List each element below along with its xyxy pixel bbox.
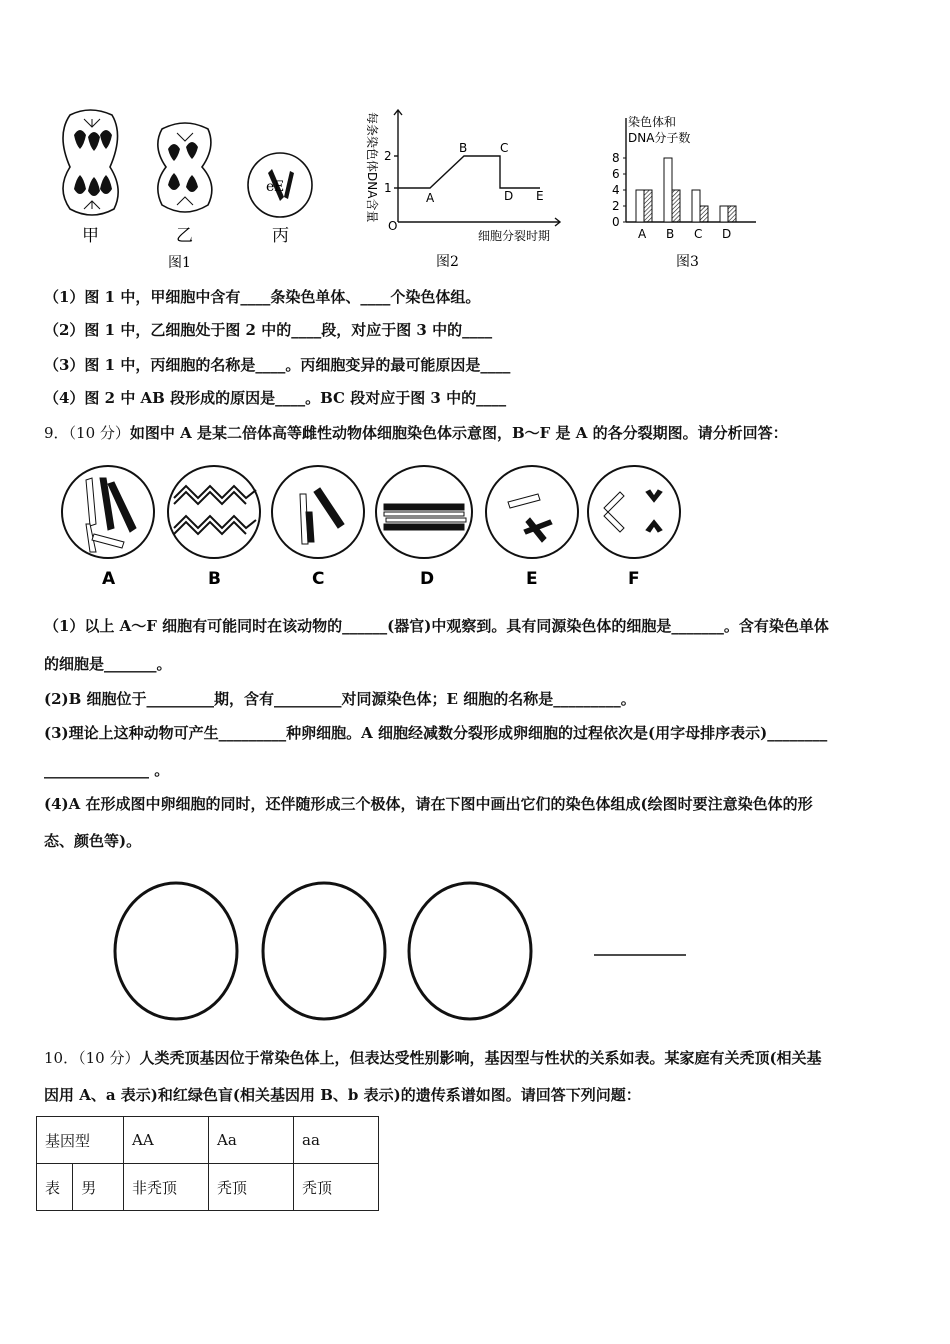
fig3-ytick-label: 0 [612, 215, 620, 229]
fig3-bar-A-chromosome [636, 190, 644, 222]
cell-F [588, 466, 680, 558]
fig2-ylabel: 每条染色体DNA含量 [365, 112, 379, 223]
fig2-point-C: C [500, 141, 509, 155]
cell-label-D: D [420, 569, 435, 588]
polar-body-circle-2 [263, 883, 385, 1019]
fig3-category-label: C [694, 227, 703, 241]
label-bing: 丙 [272, 226, 289, 246]
q8-item-3: （3）图 1 中，丙细胞的名称是____。丙细胞变异的最可能原因是____ [44, 356, 511, 374]
table-cell-Aa-male: 秃顶 [209, 1164, 294, 1211]
fig2-xlabel: 细胞分裂时期 [478, 229, 551, 243]
fig2-point-B: B [459, 141, 468, 155]
q10-line2: 因用 A、a 表示)和红绿色盲(相关基因用 B、b 表示)的遗传系谱如图。请回答下列问题： [44, 1086, 641, 1104]
q9-part3-line1: (3)理论上这种动物可产生_________种卵细胞。A 细胞经减数分裂形成卵细胞的过程依次是(用字母排序表示)________ [44, 724, 828, 742]
genotype-table [36, 1116, 379, 1211]
table-cell-aa-male: 秃顶 [294, 1164, 379, 1211]
q10-line1 [44, 1048, 822, 1068]
caption-fig2: 图2 [436, 254, 459, 270]
fig3-ytick-label: 8 [612, 151, 620, 165]
q9-stem: 如图中 A 是某二倍体高等雌性动物体细胞染色体示意图，B～F 是 A 的各分裂期图。请分析回答： [129, 424, 788, 442]
fig3-bar-B-chromosome [664, 158, 672, 222]
q8-item-2: （2）图 1 中，乙细胞处于图 2 中的____段，对应于图 3 中的____ [44, 321, 493, 339]
table-cell-AA-male: 非秃顶 [124, 1164, 209, 1211]
table-row [37, 1117, 379, 1164]
cell-E [486, 466, 578, 558]
cell-label-A: A [102, 569, 116, 588]
q9-part1-line2: 的细胞是_______。 [44, 655, 172, 673]
figure-1 [40, 105, 330, 275]
fig3-ytick-label: 4 [612, 183, 620, 197]
fig3-ytick-label: 6 [612, 167, 620, 181]
polar-body-circle-1 [115, 883, 237, 1019]
fig2-point-D: D [504, 189, 514, 203]
fig3-bar-C-chromosome [692, 190, 700, 222]
fig3-bar-D-chromosome [720, 206, 728, 222]
fig3-bar-D-dna [728, 206, 736, 222]
q10-score: （10 分） [78, 1049, 140, 1067]
q9-part2: (2)B 细胞位于_________期，含有_________对同源染色体；E 细胞的名称是_________。 [44, 690, 636, 708]
fig3-category-label: B [666, 227, 675, 241]
q9-part4-line2: 态、颜色等)。 [44, 832, 142, 850]
table-cell-male: 男 [73, 1164, 124, 1211]
cell-label-F: F [628, 569, 640, 588]
fig3-legend-line1: 染色体和 [628, 115, 677, 129]
fig2-origin: O [388, 219, 398, 233]
cell-label-E: E [526, 569, 538, 588]
cell-label-C: C [312, 569, 325, 588]
q9-number: 9． [44, 424, 69, 442]
fig3-bar-C-dna [700, 206, 708, 222]
q9-part4-line1: (4)A 在形成图中卵细胞的同时，还伴随形成三个极体，请在下图中画出它们的染色体组成(绘图时要注意染色体的形 [44, 795, 813, 813]
table-cell-phenotype: 表 [37, 1164, 73, 1211]
fig3-category-label: D [722, 227, 732, 241]
label-yi: 乙 [176, 226, 193, 246]
fig2-point-A: A [426, 191, 435, 205]
answer-drawing-area[interactable] [108, 878, 698, 1028]
fig3-legend-line2: DNA分子数 [628, 131, 691, 145]
fig3-bar-A-dna [644, 190, 652, 222]
fig3-ytick-label: 2 [612, 199, 620, 213]
q10-number: 10． [44, 1049, 79, 1067]
fig2-ytick-1: 1 [384, 181, 392, 195]
cell-label-B: B [208, 569, 221, 588]
table-header-Aa: Aa [209, 1117, 294, 1164]
fig3-bar-B-dna [672, 190, 680, 222]
fig3-category-label: A [638, 227, 647, 241]
cell-yi-outline [158, 123, 212, 212]
cell-mark-E: E [274, 179, 285, 195]
caption-fig3: 图3 [676, 254, 699, 270]
fig2-point-E: E [536, 189, 544, 203]
q8-item-4: （4）图 2 中 AB 段形成的原因是____。BC 段对应于图 3 中的____ [44, 389, 507, 407]
q10-text-1: 人类秃顶基因位于常染色体上，但表达受性别影响，基因型与性状的关系如表。某家庭有关秃顶(相关基 [139, 1049, 822, 1067]
table-header-genotype: 基因型 [37, 1117, 124, 1164]
figure-2 [360, 100, 580, 272]
cell-mark-e: e [266, 179, 275, 195]
q9-stem-line [44, 423, 788, 443]
fig2-ytick-2: 2 [384, 149, 392, 163]
q8-item-1: （1）图 1 中，甲细胞中含有____条染色单体、____个染色体组。 [44, 288, 481, 306]
label-jia: 甲 [82, 226, 99, 246]
q9-score: （10 分） [68, 424, 130, 442]
q9-cell-figures [56, 464, 688, 588]
polar-body-circle-3 [409, 883, 531, 1019]
dna-content-line [398, 156, 540, 188]
table-row [37, 1164, 379, 1211]
cell-B [168, 466, 260, 558]
q9-part3-line2: ______________ 。 [44, 761, 170, 779]
caption-fig1: 图1 [168, 255, 191, 271]
table-header-AA: AA [124, 1117, 209, 1164]
figure-3-chart [604, 112, 764, 272]
q9-part1-line1: （1）以上 A～F 细胞有可能同时在该动物的______(器官)中观察到。具有同源染色体的细胞是_______。含有染色单体 [44, 617, 829, 635]
table-header-aa: aa [294, 1117, 379, 1164]
cell-C [272, 466, 364, 558]
